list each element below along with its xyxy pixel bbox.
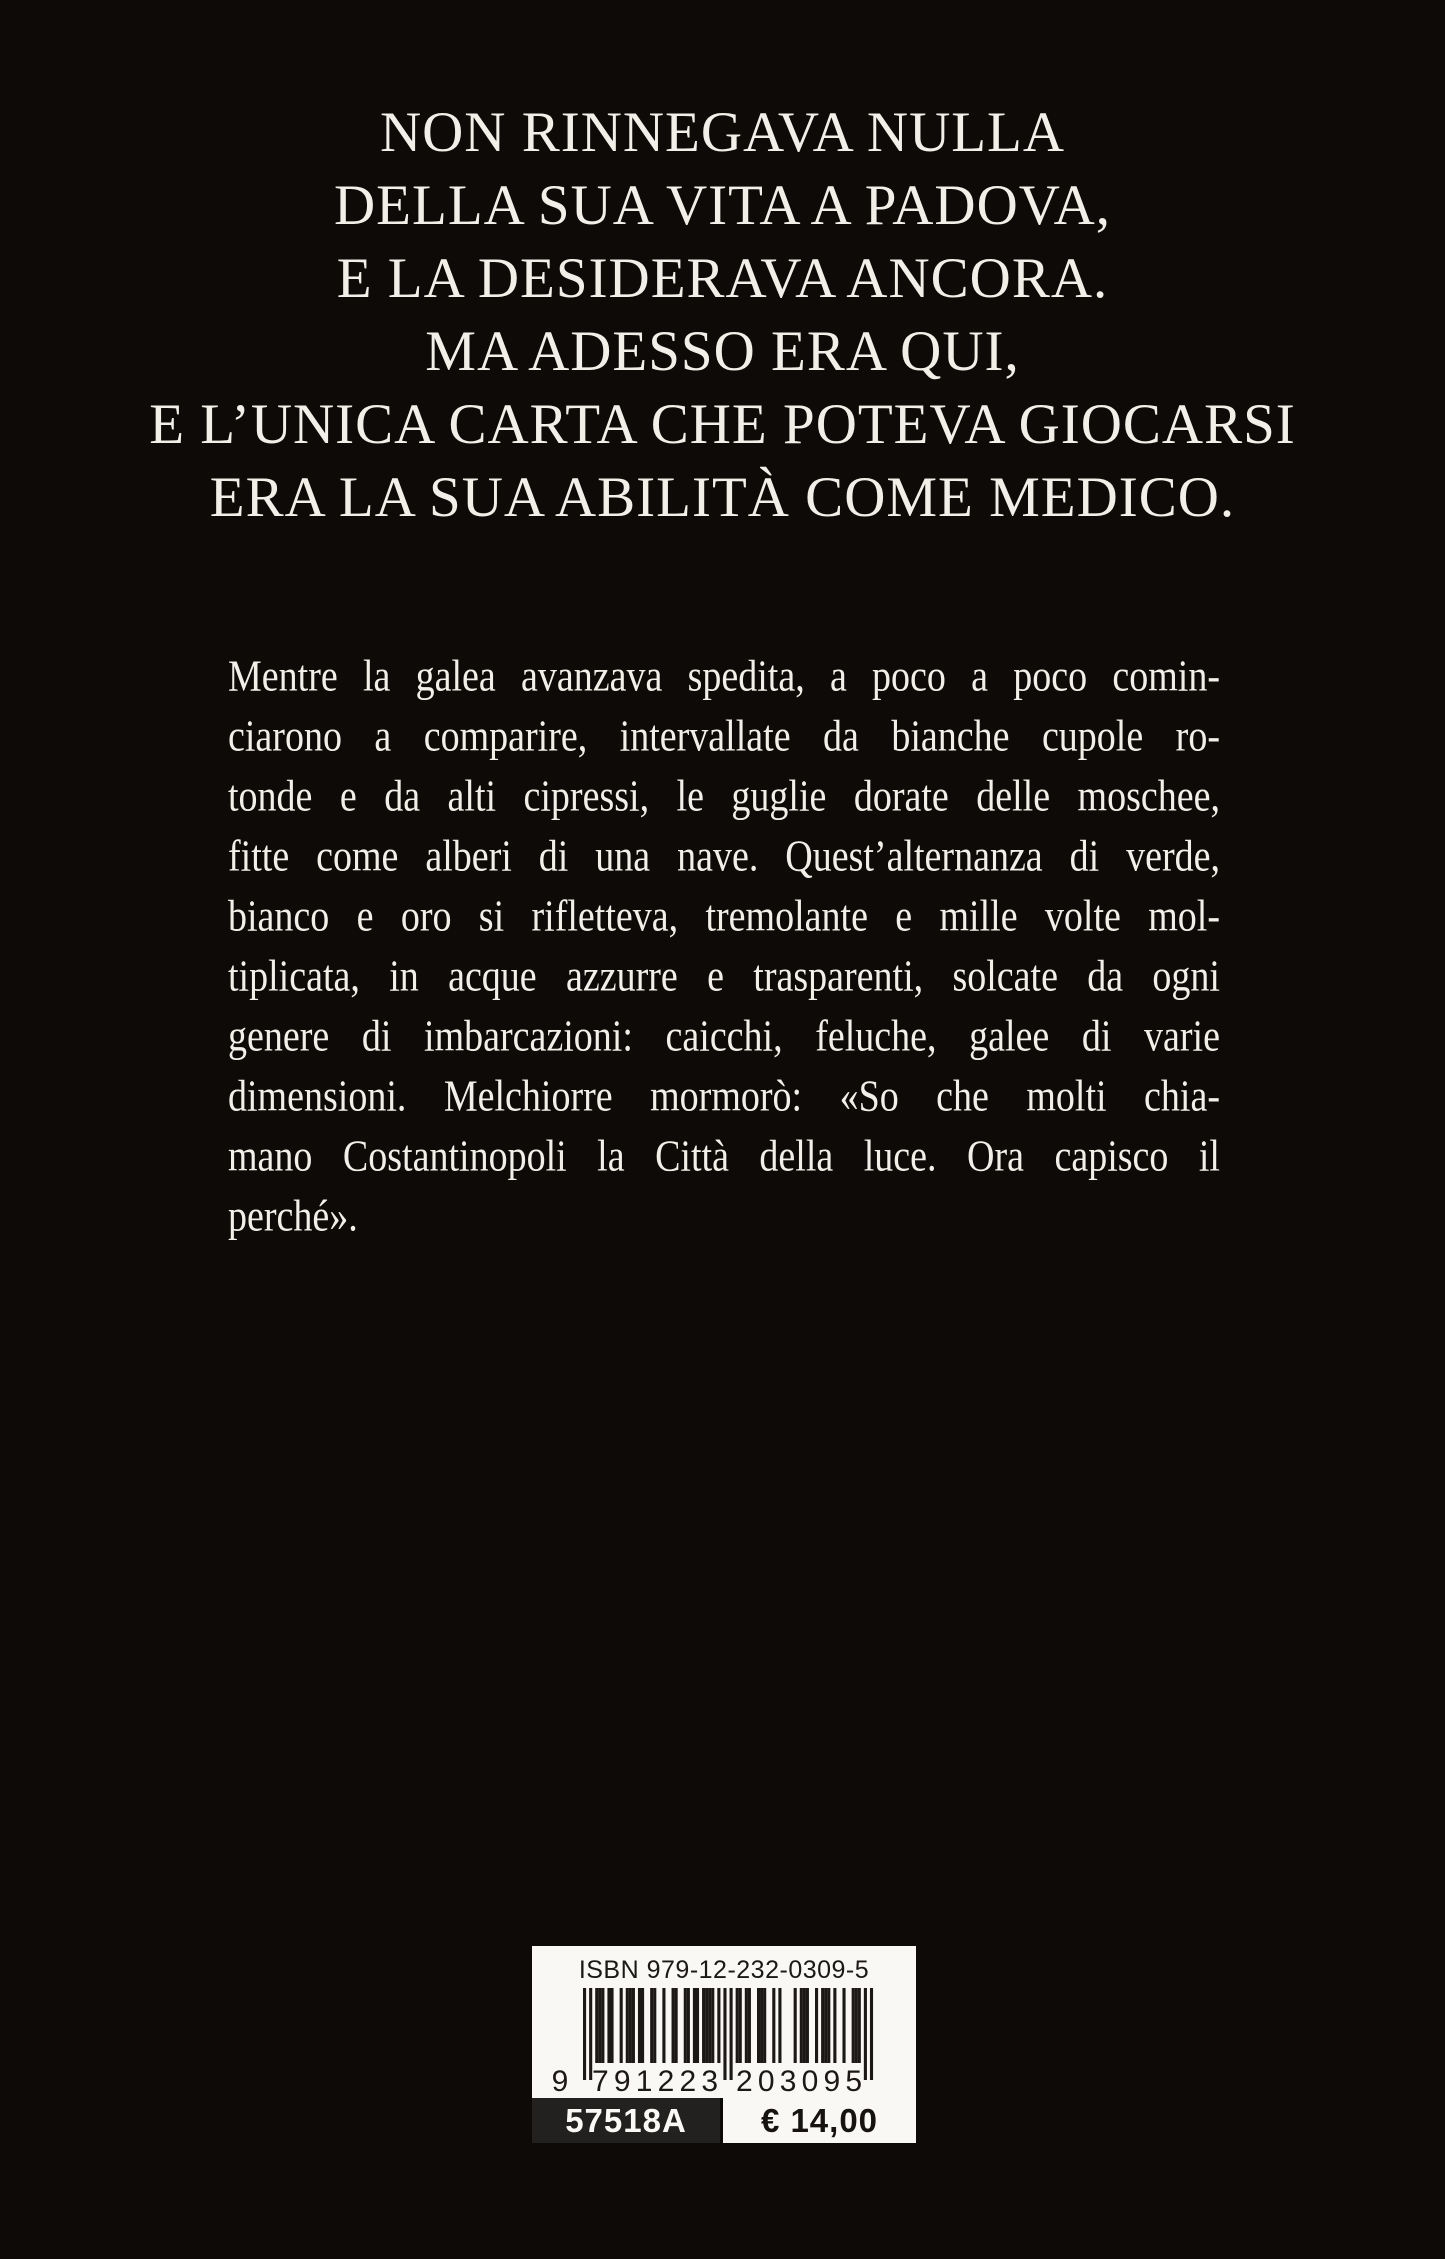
isbn-price-label	[532, 1946, 916, 2143]
quote-line: E L’UNICA CARTA CHE POTEVA GIOCARSI	[149, 393, 1296, 456]
synopsis-line: perché».	[228, 1191, 358, 1241]
price-tag: € 14,00	[723, 2098, 916, 2143]
barcode-digits-right: 203095	[736, 2065, 862, 2098]
synopsis-line: ciarono a comparire, intervallate da bianche cupole ro-	[228, 711, 1220, 762]
synopsis-line: bianco e oro si rifletteva, tremolante e mille volte mol-	[228, 891, 1220, 941]
synopsis-line: genere di imbarcazioni: caicchi, feluche, galee di varie	[228, 1011, 1220, 1061]
synopsis-line: fitte come alberi di una nave. Quest’alternanza di verde,	[228, 831, 1220, 882]
synopsis-paragraph	[228, 647, 1220, 1247]
synopsis-line: mano Costantinopoli la Città della luce. Ora capisco il	[228, 1131, 1220, 1181]
barcode-digit-first: 9	[551, 2065, 569, 2098]
isbn-box	[532, 1946, 916, 2098]
quote-line: NON RINNEGAVA NULLA	[379, 101, 1066, 164]
quote-line: MA ADESSO ERA QUI,	[425, 320, 1020, 383]
ean-barcode	[532, 1988, 916, 2098]
synopsis-line: tonde e da alti cipressi, le guglie dorate delle moschee,	[228, 771, 1220, 822]
quote-line: ERA LA SUA ABILITÀ COME MEDICO.	[209, 466, 1236, 529]
synopsis-line: tiplicata, in acque azzurre e trasparenti, solcate da ogni	[228, 951, 1220, 1001]
synopsis-line: dimensioni. Melchiorre mormorò: «So che molti chia-	[228, 1071, 1220, 1121]
barcode-digits-left: 791223	[592, 2065, 718, 2098]
quote-line: DELLA SUA VITA A PADOVA,	[334, 174, 1111, 237]
synopsis-line: Mentre la galea avanzava spedita, a poco a poco comin-	[228, 651, 1220, 702]
label-bottom-row	[532, 2098, 916, 2143]
quote-line: E LA DESIDERAVA ANCORA.	[336, 247, 1109, 310]
retailer-code: 57518A	[532, 2098, 720, 2143]
headline-quote	[0, 96, 1445, 534]
isbn-number: ISBN 979-12-232-0309-5	[578, 1956, 870, 1984]
